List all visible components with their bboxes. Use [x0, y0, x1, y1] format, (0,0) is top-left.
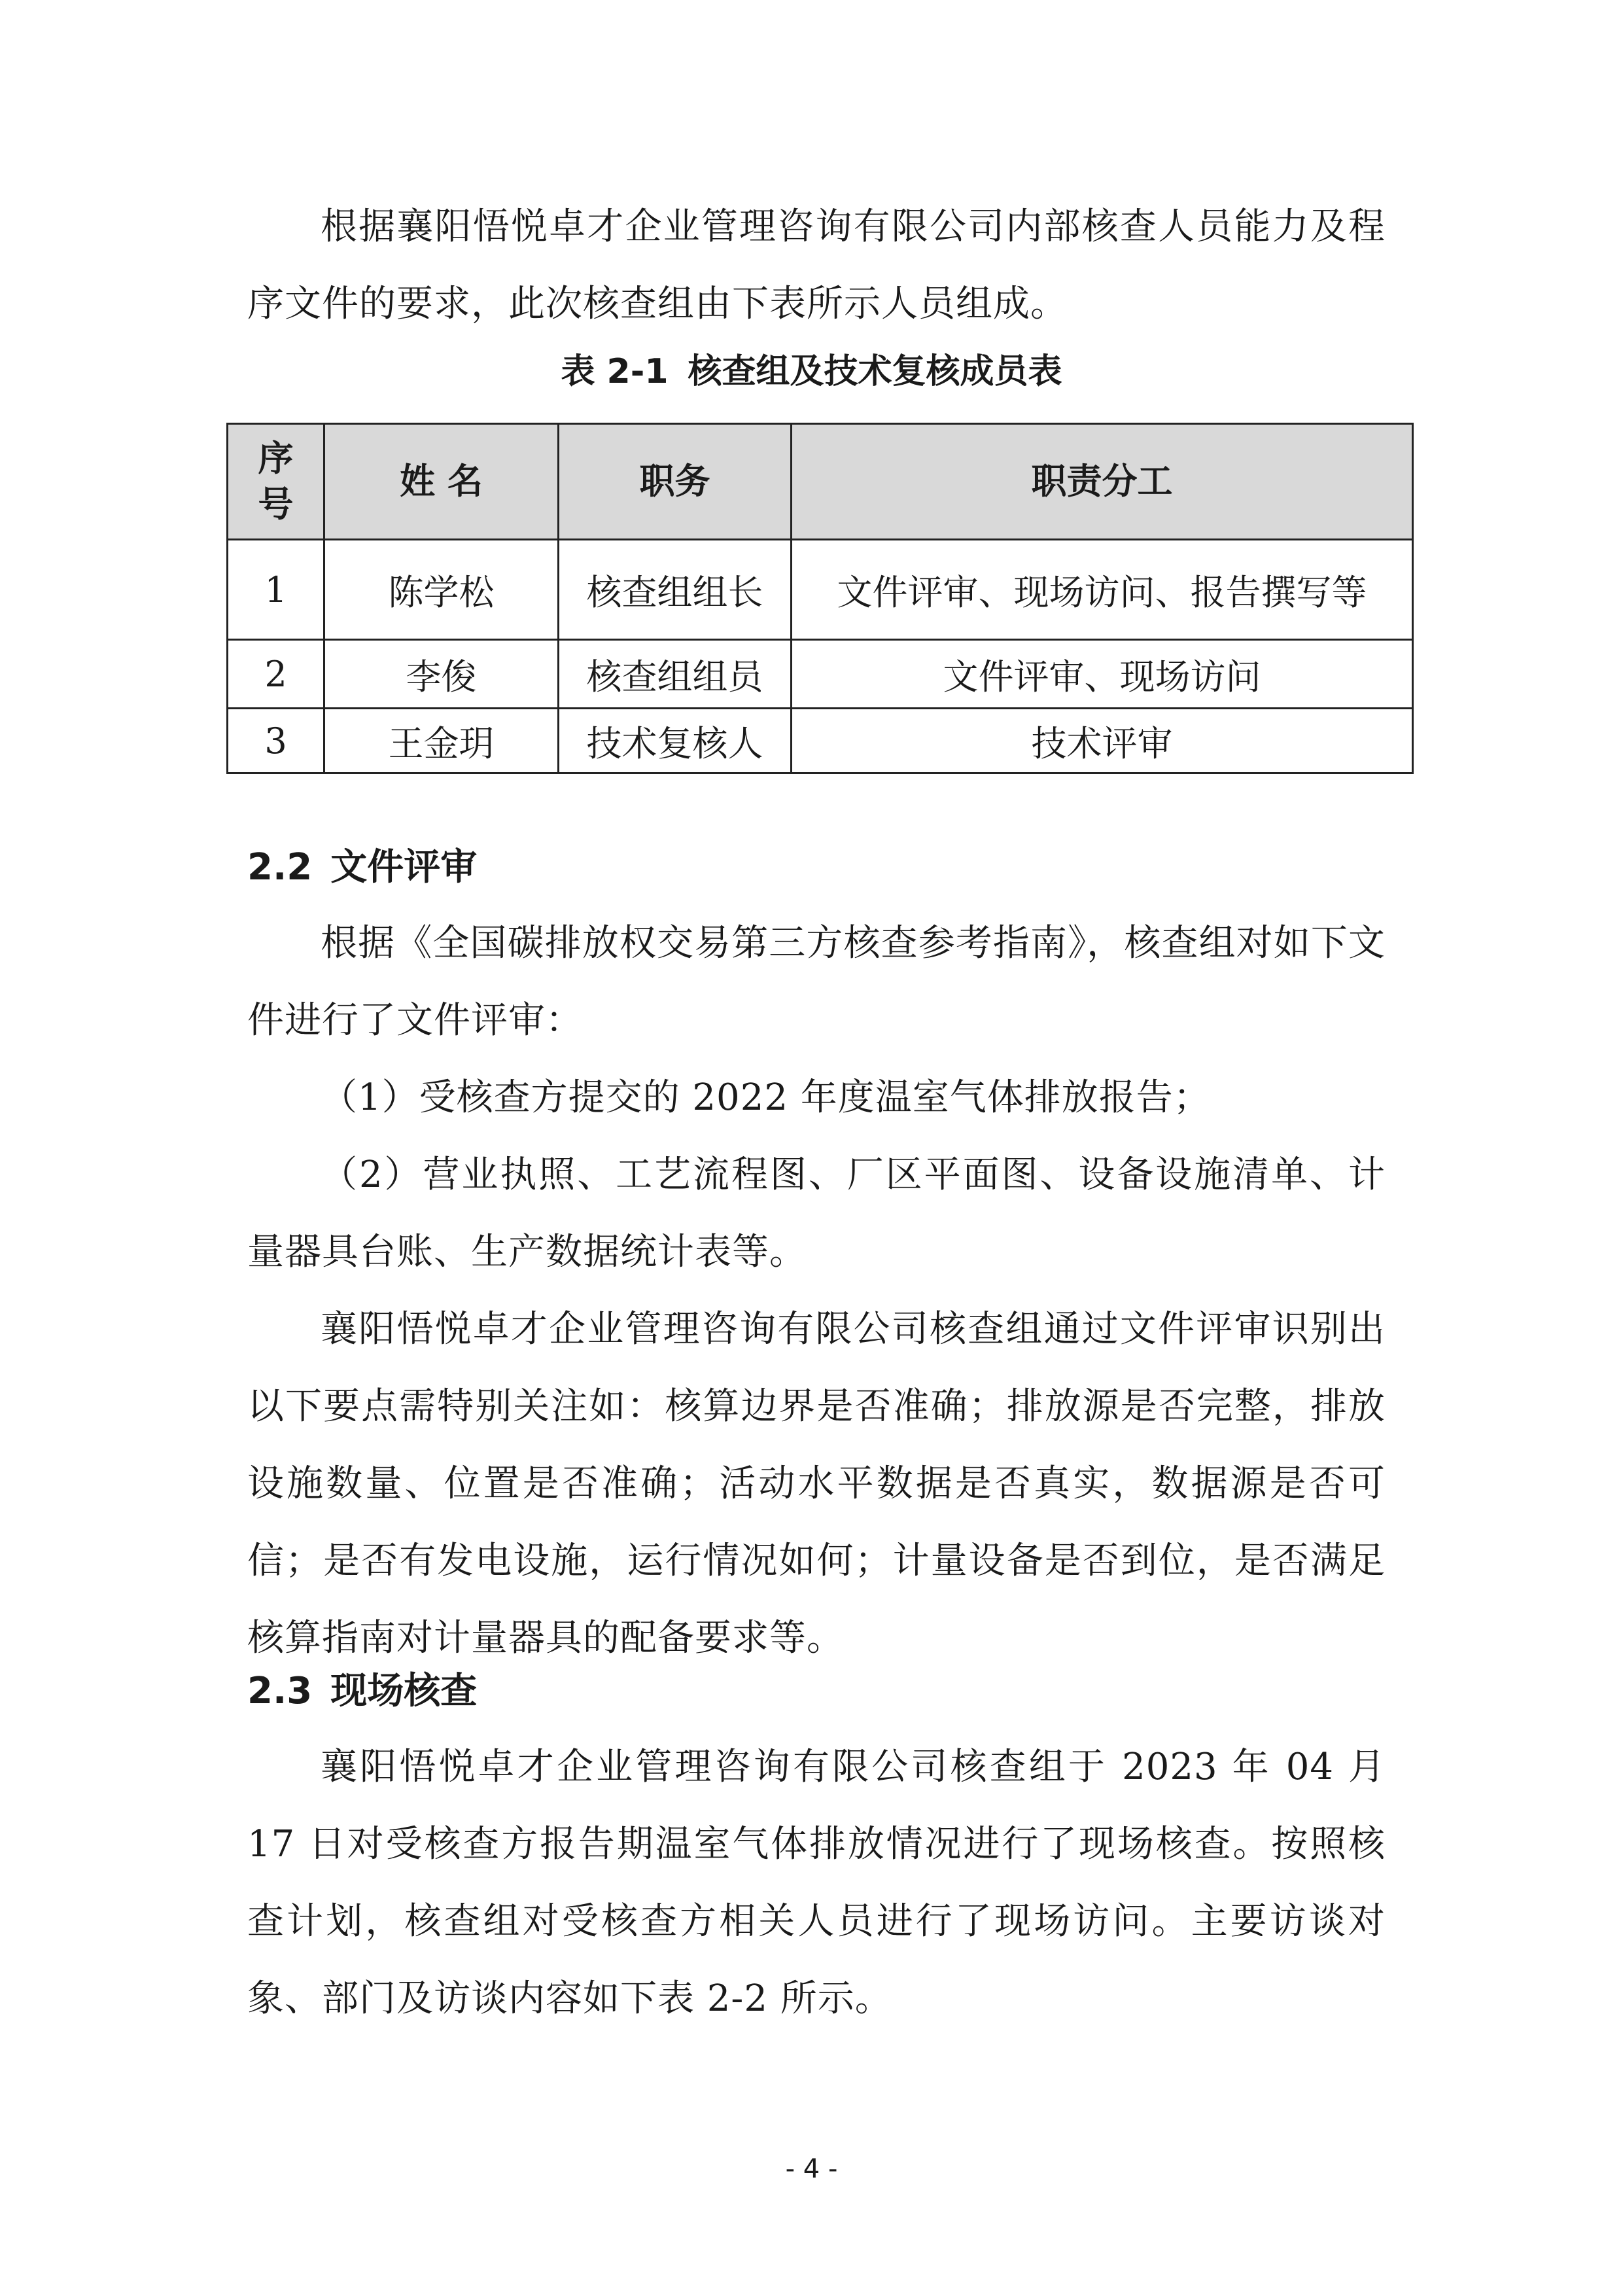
header-role: 职务 [559, 424, 792, 540]
table-row [228, 640, 1413, 709]
table-row [228, 709, 1413, 773]
table-header-row [228, 424, 1413, 540]
section-2-2-paragraph-2: 襄阳悟悦卓才企业管理咨询有限公司核查组通过文件评审识别出以下要点需特别关注如：核算边界是否准确；排放源是否完整，排放设施数量、位置是否准确；活动水平数据是否真实，数据源是否可信；是否有发电设施，运行情况如何；计量设备是否到位，是否满足核算指南对计量器具的配备要求等。 [247, 1308, 1386, 1659]
cell-seq: 2 [228, 640, 324, 709]
header-duty: 职责分工 [792, 424, 1413, 540]
table-caption [0, 345, 1623, 398]
section-2-2-item-1: （1）受核查方提交的 2022 年度温室气体排放报告； [321, 1076, 1211, 1119]
section-title: 文件评审 [330, 846, 478, 889]
table-row [228, 540, 1413, 640]
cell-seq: 3 [228, 709, 324, 773]
section-title: 现场核查 [330, 1670, 478, 1712]
cell-role: 核查组组长 [559, 540, 792, 640]
intro-paragraph: 根据襄阳悟悦卓才企业管理咨询有限公司内部核查人员能力及程序文件的要求，此次核查组由下表所示人员组成。 [247, 205, 1386, 325]
cell-seq: 1 [228, 540, 324, 640]
cell-name: 王金玥 [324, 709, 559, 773]
header-name: 姓 名 [324, 424, 559, 540]
section-heading-2-3 [247, 1665, 477, 1718]
cell-role: 核查组组员 [559, 640, 792, 709]
section-2-2-item-2: （2）营业执照、工艺流程图、厂区平面图、设备设施清单、计量器具台账、生产数据统计表等。 [247, 1154, 1386, 1273]
cell-duty: 文件评审、现场访问、报告撰写等 [792, 540, 1413, 640]
section-heading-2-2 [247, 841, 477, 894]
cell-duty: 文件评审、现场访问 [792, 640, 1413, 709]
cell-name: 李俊 [324, 640, 559, 709]
page-number: - 4 - [785, 2154, 838, 2184]
section-number: 2.2 [247, 846, 313, 889]
members-table [226, 423, 1414, 774]
table-caption-title: 核查组及技术复核成员表 [688, 352, 1062, 391]
section-2-3-paragraph-1: 襄阳悟悦卓才企业管理咨询有限公司核查组于 2023 年 04 月 17 日对受核查方报告期温室气体排放情况进行了现场核查。按照核查计划，核查组对受核查方相关人员进行了现场访问。主要访谈对象、部门及访谈内容如下表 2-2 所示。 [247, 1746, 1386, 2020]
cell-duty: 技术评审 [792, 709, 1413, 773]
header-seq: 序号 [228, 424, 324, 540]
cell-name: 陈学松 [324, 540, 559, 640]
table-caption-number: 表 2-1 [561, 352, 669, 391]
cell-role: 技术复核人 [559, 709, 792, 773]
section-2-2-paragraph-1: 根据《全国碳排放权交易第三方核查参考指南》，核查组对如下文件进行了文件评审： [247, 922, 1386, 1042]
section-number: 2.3 [247, 1670, 313, 1712]
